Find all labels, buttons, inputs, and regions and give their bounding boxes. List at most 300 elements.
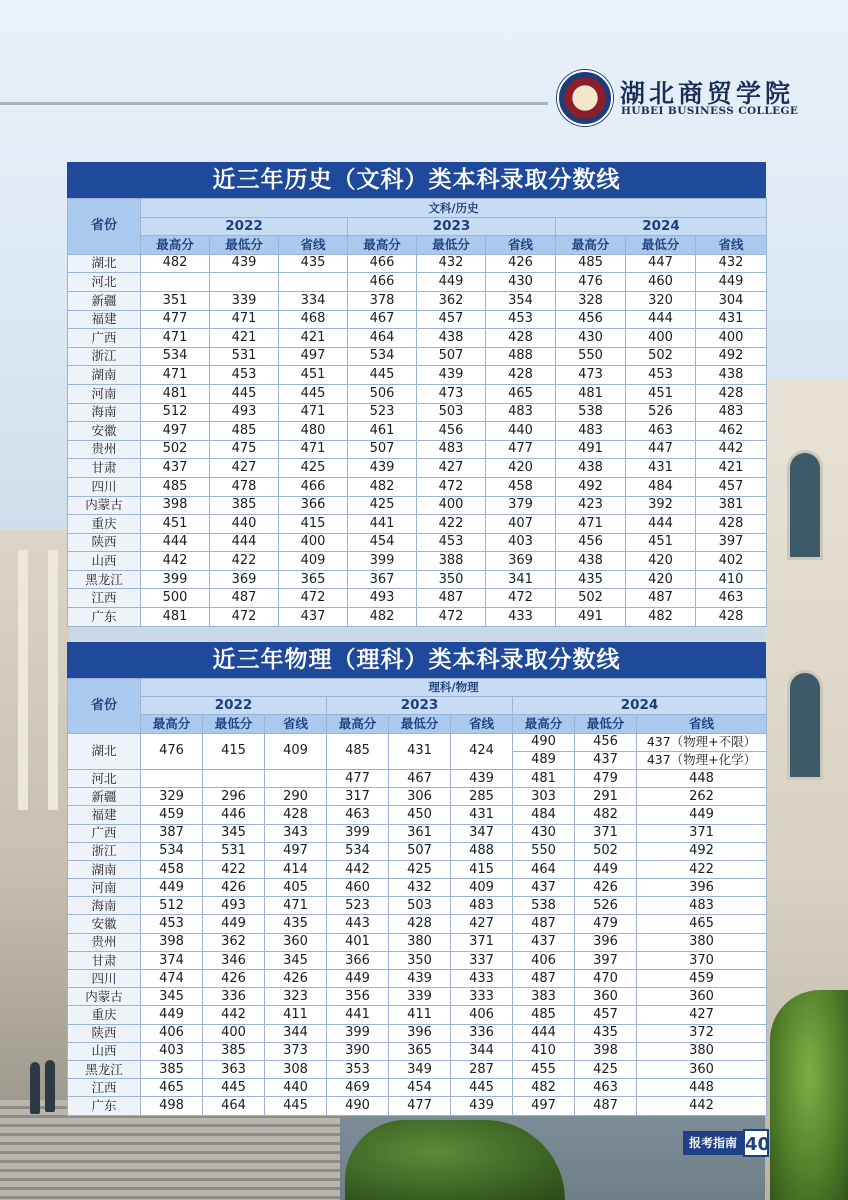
score-cell: 464: [348, 329, 417, 348]
year-header: 2023: [348, 217, 556, 236]
subheader-cell: 省线: [637, 715, 767, 733]
score-cell: 401: [327, 933, 389, 951]
province-cell: 海南: [68, 897, 141, 915]
score-cell: 488: [486, 347, 556, 366]
province-cell: 广东: [68, 608, 141, 627]
college-name-cn: 湖北商贸学院: [620, 79, 795, 108]
score-cell: 398: [141, 933, 203, 951]
year-header: 2024: [513, 697, 767, 715]
table-row: [68, 608, 767, 627]
province-cell: 四川: [68, 477, 141, 496]
score-cell: 467: [348, 310, 417, 329]
score-cell: 485: [210, 422, 279, 441]
score-cell: 380: [389, 933, 451, 951]
score-cell: 428: [696, 515, 767, 534]
background-trees: [345, 1120, 565, 1200]
score-cell: 339: [210, 291, 279, 310]
table-row: [68, 1079, 767, 1097]
table-row: [68, 951, 767, 969]
score-cell: 328: [556, 291, 626, 310]
score-cell: 453: [486, 310, 556, 329]
score-cell: 526: [626, 403, 696, 422]
table-row: [68, 842, 767, 860]
category-header: 文科/历史: [141, 199, 767, 218]
score-cell: 303: [513, 788, 575, 806]
score-cell: 453: [626, 366, 696, 385]
province-header: 省份: [68, 199, 141, 255]
score-cell: 476: [556, 273, 626, 292]
subheader-cell: 最低分: [626, 236, 696, 255]
score-cell: 464: [203, 1097, 265, 1115]
table-row: [68, 347, 767, 366]
score-cell: 344: [451, 1042, 513, 1060]
subheader-cell: 最高分: [141, 715, 203, 733]
score-cell: 445: [451, 1079, 513, 1097]
score-cell: 435: [279, 254, 348, 273]
table-row: [68, 366, 767, 385]
score-cell: 460: [626, 273, 696, 292]
score-cell: 440: [265, 1079, 327, 1097]
year-header: 2022: [141, 217, 348, 236]
score-cell: 485: [556, 254, 626, 273]
score-cell: 451: [279, 366, 348, 385]
score-cell: 435: [265, 915, 327, 933]
score-cell: 439: [451, 769, 513, 787]
province-cell: 广西: [68, 824, 141, 842]
year-header: 2024: [556, 217, 767, 236]
subheader-cell: 省线: [279, 236, 348, 255]
score-cell: 345: [265, 951, 327, 969]
score-cell: 427: [210, 459, 279, 478]
province-cell: 山西: [68, 1042, 141, 1060]
score-cell: 449: [203, 915, 265, 933]
score-cell: 497: [265, 842, 327, 860]
score-cell: 333: [451, 988, 513, 1006]
score-cell: 379: [486, 496, 556, 515]
score-cell: 445: [279, 384, 348, 403]
score-cell: 485: [141, 477, 210, 496]
score-cell: 396: [575, 933, 637, 951]
score-cell: 534: [348, 347, 417, 366]
province-cell: 重庆: [68, 515, 141, 534]
province-cell: 河北: [68, 769, 141, 787]
score-cell: 450: [389, 806, 451, 824]
score-cell: 502: [575, 842, 637, 860]
score-cell: 441: [348, 515, 417, 534]
score-cell: 523: [348, 403, 417, 422]
score-cell: 531: [210, 347, 279, 366]
score-cell: 465: [141, 1079, 203, 1097]
score-cell: 428: [389, 915, 451, 933]
score-cell: 456: [417, 422, 486, 441]
score-cell: 431: [626, 459, 696, 478]
score-cell: 399: [141, 570, 210, 589]
table-row: [68, 533, 767, 552]
score-cell: 481: [513, 769, 575, 787]
score-cell: 479: [575, 915, 637, 933]
score-cell: 485: [513, 1006, 575, 1024]
score-cell: 471: [556, 515, 626, 534]
score-cell: 465: [486, 384, 556, 403]
table-row: [68, 403, 767, 422]
score-cell: 397: [696, 533, 767, 552]
score-cell: 453: [210, 366, 279, 385]
province-cell: 福建: [68, 806, 141, 824]
physics-admission-table: [67, 678, 767, 1116]
province-cell: 内蒙古: [68, 988, 141, 1006]
province-cell: 浙江: [68, 347, 141, 366]
score-cell: 453: [417, 533, 486, 552]
score-cell: 483: [556, 422, 626, 441]
subheader-cell: 省线: [451, 715, 513, 733]
header-rule: [0, 102, 548, 105]
score-cell: 406: [451, 1006, 513, 1024]
year-header: 2023: [327, 697, 513, 715]
score-cell: 472: [279, 589, 348, 608]
table-row: [68, 769, 767, 787]
score-cell: 406: [513, 951, 575, 969]
score-cell: 351: [141, 291, 210, 310]
table-row: [68, 254, 767, 273]
arched-window: [787, 450, 823, 560]
score-cell: 441: [327, 1006, 389, 1024]
province-cell: 江西: [68, 589, 141, 608]
score-cell: 447: [626, 440, 696, 459]
score-cell: 432: [389, 879, 451, 897]
score-cell: 442: [696, 440, 767, 459]
table-row: [68, 1042, 767, 1060]
score-cell: 427: [637, 1006, 767, 1024]
score-cell: 399: [348, 552, 417, 571]
score-cell: 428: [696, 608, 767, 627]
score-cell: 466: [279, 477, 348, 496]
score-cell: 488: [451, 842, 513, 860]
score-cell: 442: [203, 1006, 265, 1024]
score-cell: 304: [696, 291, 767, 310]
score-cell: 374: [141, 951, 203, 969]
score-cell: 477: [389, 1097, 451, 1115]
score-cell: 425: [575, 1060, 637, 1078]
score-cell: 490: [513, 733, 575, 751]
score-cell: 343: [265, 824, 327, 842]
table-row: [68, 824, 767, 842]
score-cell: 349: [389, 1060, 451, 1078]
table-row: [68, 273, 767, 292]
score-cell: 507: [389, 842, 451, 860]
college-emblem-icon: [557, 70, 613, 126]
score-cell: 534: [141, 347, 210, 366]
table-row: [68, 897, 767, 915]
province-cell: 重庆: [68, 1006, 141, 1024]
score-cell: 463: [626, 422, 696, 441]
score-cell: 482: [348, 608, 417, 627]
background-person: [45, 1060, 55, 1112]
score-cell: 444: [626, 310, 696, 329]
score-cell: 372: [637, 1024, 767, 1042]
score-cell: 262: [637, 788, 767, 806]
score-cell: 439: [417, 366, 486, 385]
score-cell: 481: [556, 384, 626, 403]
score-cell: 437: [279, 608, 348, 627]
score-cell: 430: [556, 329, 626, 348]
subheader-cell: 省线: [696, 236, 767, 255]
score-cell: 456: [556, 533, 626, 552]
score-cell: 449: [696, 273, 767, 292]
category-header: 理科/物理: [141, 679, 767, 697]
province-cell: 陕西: [68, 533, 141, 552]
score-cell: 457: [417, 310, 486, 329]
score-cell: 390: [327, 1042, 389, 1060]
score-cell: 482: [626, 608, 696, 627]
score-cell: 473: [556, 366, 626, 385]
score-cell: 445: [265, 1097, 327, 1115]
score-cell: 435: [556, 570, 626, 589]
score-cell: [141, 273, 210, 292]
score-cell: 448: [637, 1079, 767, 1097]
score-cell: 432: [417, 254, 486, 273]
score-cell: 448: [637, 769, 767, 787]
score-cell: 472: [417, 477, 486, 496]
score-cell: 422: [203, 860, 265, 878]
score-cell: 392: [626, 496, 696, 515]
province-cell: 河南: [68, 384, 141, 403]
score-cell: 420: [486, 459, 556, 478]
province-cell: 河北: [68, 273, 141, 292]
score-cell: 402: [696, 552, 767, 571]
province-cell: 湖南: [68, 366, 141, 385]
score-cell: 487: [417, 589, 486, 608]
table-row: [68, 1024, 767, 1042]
province-cell: 广东: [68, 1097, 141, 1115]
score-cell: 449: [575, 860, 637, 878]
score-cell: 437: [513, 879, 575, 897]
score-cell: 287: [451, 1060, 513, 1078]
province-cell: 广西: [68, 329, 141, 348]
score-cell: 439: [210, 254, 279, 273]
score-cell: 447: [626, 254, 696, 273]
score-cell: 463: [575, 1079, 637, 1097]
province-cell: 河南: [68, 879, 141, 897]
score-cell: 356: [327, 988, 389, 1006]
score-cell: 463: [696, 589, 767, 608]
score-cell: 487: [513, 915, 575, 933]
score-cell: 350: [417, 570, 486, 589]
score-cell: 360: [575, 988, 637, 1006]
score-cell: 339: [389, 988, 451, 1006]
score-cell: 428: [486, 329, 556, 348]
score-cell: 451: [626, 384, 696, 403]
province-cell: 贵州: [68, 440, 141, 459]
score-cell: 345: [203, 824, 265, 842]
score-cell: 538: [556, 403, 626, 422]
score-cell: 427: [451, 915, 513, 933]
score-cell: 400: [626, 329, 696, 348]
score-cell: 491: [556, 608, 626, 627]
province-cell: 甘肃: [68, 459, 141, 478]
score-cell: 483: [451, 897, 513, 915]
score-cell: 369: [486, 552, 556, 571]
score-cell: 444: [626, 515, 696, 534]
score-cell: 497: [141, 422, 210, 441]
score-cell: 453: [141, 915, 203, 933]
province-cell: 安徽: [68, 422, 141, 441]
score-cell: 493: [210, 403, 279, 422]
score-cell: 317: [327, 788, 389, 806]
score-cell: 445: [203, 1079, 265, 1097]
score-cell: 421: [210, 329, 279, 348]
score-cell: 438: [417, 329, 486, 348]
column: [18, 550, 28, 810]
score-cell: 438: [556, 459, 626, 478]
score-cell: 439: [348, 459, 417, 478]
score-cell: 455: [513, 1060, 575, 1078]
subheader-cell: 最低分: [389, 715, 451, 733]
score-cell: 461: [348, 422, 417, 441]
score-cell: 459: [637, 970, 767, 988]
score-cell: 411: [265, 1006, 327, 1024]
score-cell: 507: [348, 440, 417, 459]
score-cell: 409: [451, 879, 513, 897]
physics-admission-table-block: [67, 642, 766, 1116]
score-cell: 421: [696, 459, 767, 478]
score-cell: 481: [141, 608, 210, 627]
score-cell: 502: [626, 347, 696, 366]
score-cell: 354: [486, 291, 556, 310]
score-cell: 449: [327, 970, 389, 988]
table-row: [68, 860, 767, 878]
score-cell: 487: [210, 589, 279, 608]
score-cell: 425: [279, 459, 348, 478]
score-cell: 421: [279, 329, 348, 348]
score-cell: 477: [141, 310, 210, 329]
score-cell: 350: [389, 951, 451, 969]
score-cell: 489: [513, 751, 575, 769]
subheader-cell: 最高分: [327, 715, 389, 733]
score-cell: 523: [327, 897, 389, 915]
province-cell: 内蒙古: [68, 496, 141, 515]
subheader-cell: 最低分: [203, 715, 265, 733]
score-cell: 481: [141, 384, 210, 403]
score-cell: 431: [451, 806, 513, 824]
score-cell: 345: [141, 988, 203, 1006]
score-cell: 347: [451, 824, 513, 842]
table-row: [68, 589, 767, 608]
arched-window: [787, 670, 823, 780]
table-row: [68, 329, 767, 348]
score-cell: 444: [141, 533, 210, 552]
score-cell: 502: [556, 589, 626, 608]
score-cell: 400: [279, 533, 348, 552]
score-cell: [141, 769, 203, 787]
score-cell: 512: [141, 897, 203, 915]
subheader-cell: 最高分: [556, 236, 626, 255]
table-row: [68, 1097, 767, 1115]
subheader-cell: 最高分: [348, 236, 417, 255]
score-cell: 290: [265, 788, 327, 806]
score-cell: 371: [637, 824, 767, 842]
score-cell: 415: [203, 733, 265, 769]
score-cell: 426: [203, 970, 265, 988]
score-cell: 454: [348, 533, 417, 552]
score-cell: 487: [626, 589, 696, 608]
score-cell: 454: [389, 1079, 451, 1097]
score-cell: 482: [513, 1079, 575, 1097]
province-header: 省份: [68, 679, 141, 734]
province-cell: 新疆: [68, 788, 141, 806]
score-cell: 471: [279, 403, 348, 422]
table-row: [68, 806, 767, 824]
score-cell: 482: [575, 806, 637, 824]
table-row: [68, 1060, 767, 1078]
score-cell: 381: [696, 496, 767, 515]
score-cell: 360: [265, 933, 327, 951]
score-cell: 435: [575, 1024, 637, 1042]
table-row: [68, 515, 767, 534]
score-cell: 423: [556, 496, 626, 515]
score-cell: 497: [279, 347, 348, 366]
score-cell: 485: [327, 733, 389, 769]
score-cell: 399: [327, 1024, 389, 1042]
score-cell: 476: [141, 733, 203, 769]
score-cell: 380: [637, 933, 767, 951]
score-cell: 470: [575, 970, 637, 988]
score-cell: 329: [141, 788, 203, 806]
score-cell: 474: [141, 970, 203, 988]
score-cell: 367: [348, 570, 417, 589]
score-cell: 483: [486, 403, 556, 422]
score-cell: 409: [265, 733, 327, 769]
table-row: [68, 788, 767, 806]
score-cell: 420: [626, 552, 696, 571]
history-admission-table-block: [67, 162, 766, 627]
score-cell: 424: [451, 733, 513, 769]
score-cell: 363: [203, 1060, 265, 1078]
score-cell: 400: [417, 496, 486, 515]
score-cell: 385: [210, 496, 279, 515]
table-row: [68, 1006, 767, 1024]
table-row: [68, 879, 767, 897]
score-cell: 442: [141, 552, 210, 571]
score-cell: 410: [696, 570, 767, 589]
score-cell: 480: [279, 422, 348, 441]
score-cell: 387: [141, 824, 203, 842]
score-cell: 422: [637, 860, 767, 878]
score-cell: 440: [486, 422, 556, 441]
physics-table-title: 近三年物理（理科）类本科录取分数线: [67, 642, 766, 678]
score-cell: 442: [327, 860, 389, 878]
score-cell: 334: [279, 291, 348, 310]
column: [48, 550, 58, 810]
province-cell: 海南: [68, 403, 141, 422]
subheader-cell: 最低分: [417, 236, 486, 255]
province-cell: 黑龙江: [68, 1060, 141, 1078]
score-cell: 320: [626, 291, 696, 310]
score-cell: 437: [141, 459, 210, 478]
score-cell: 360: [637, 1060, 767, 1078]
score-cell: 439: [389, 970, 451, 988]
score-cell: 492: [696, 347, 767, 366]
score-cell: 482: [348, 477, 417, 496]
score-cell: 405: [265, 879, 327, 897]
score-cell: 550: [513, 842, 575, 860]
background-person: [30, 1062, 40, 1114]
score-cell: 369: [210, 570, 279, 589]
score-cell: 428: [265, 806, 327, 824]
score-cell: 464: [513, 860, 575, 878]
score-cell: 456: [556, 310, 626, 329]
score-cell: 431: [389, 733, 451, 769]
table-row: [68, 570, 767, 589]
